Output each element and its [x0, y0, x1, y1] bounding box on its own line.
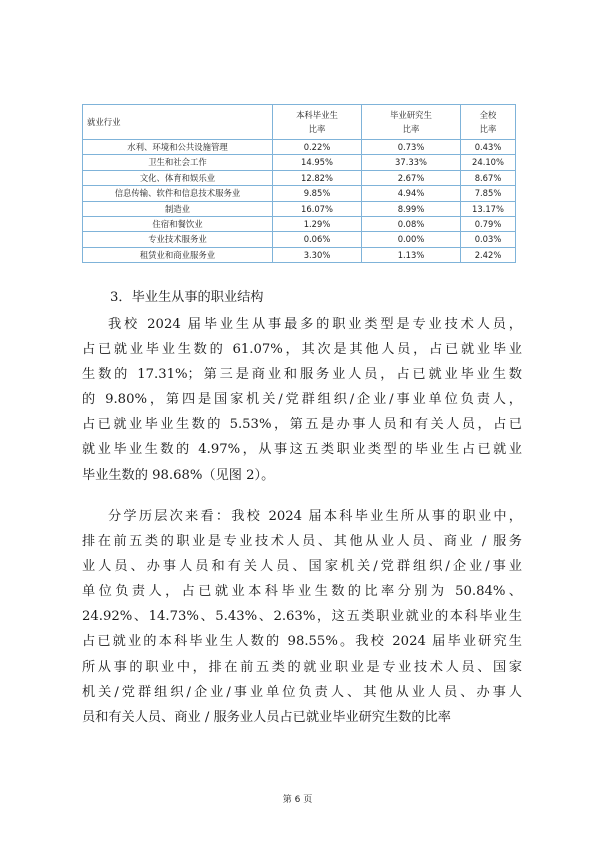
- table-row: [83, 247, 516, 262]
- ratio-cell: 0.03%: [461, 232, 516, 247]
- ratio-cell: 0.06%: [273, 232, 362, 247]
- ratio-cell: 0.22%: [273, 140, 362, 155]
- table-body: [83, 140, 516, 263]
- ratio-cell: 2.67%: [362, 170, 461, 185]
- paragraph-line: 就业毕业生数的 4.97%，从事这五类职业类型的毕业生占已就业: [82, 442, 522, 458]
- table-header-text: 比率: [308, 124, 326, 134]
- ratio-cell: 3.30%: [273, 247, 362, 262]
- paragraph-line: 占已就业毕业生数的 5.53%，第五是办事人员和有关人员，占已: [82, 417, 522, 433]
- industry-cell: 信息传输、软件和信息技术服务业: [83, 186, 273, 201]
- table-header-cell: [362, 105, 461, 140]
- industry-cell: 水利、环境和公共设施管理: [83, 140, 273, 155]
- paragraph-line: 毕业生数的 98.68%（见图 2）。: [82, 467, 275, 483]
- industry-cell: 制造业: [83, 201, 273, 216]
- industry-cell: 文化、体育和娱乐业: [83, 170, 273, 185]
- ratio-cell: 8.99%: [362, 201, 461, 216]
- ratio-cell: 24.10%: [461, 155, 516, 170]
- ratio-cell: 9.85%: [273, 186, 362, 201]
- table-row: [83, 232, 516, 247]
- table-header-text: 比率: [402, 124, 420, 134]
- table-row: [83, 186, 516, 201]
- ratio-cell: 8.67%: [461, 170, 516, 185]
- paragraph-line: 24.92%、14.73%、5.43%、2.63%，这五类职业就业的本科毕业生: [82, 609, 522, 625]
- paragraph-line: 员和有关人员、商业 / 服务业人员占已就业毕业研究生数的比率: [82, 709, 451, 725]
- table-row: [83, 217, 516, 232]
- paragraph-line: 机关/党群组织/企业/事业单位负责人、其他从业人员、办事人: [82, 684, 522, 700]
- paragraph-line: 占已就业的本科毕业生人数的 98.55%。我校 2024 届毕业研究生: [82, 634, 522, 650]
- ratio-cell: 0.79%: [461, 217, 516, 232]
- industry-cell: 卫生和社会工作: [83, 155, 273, 170]
- industry-cell: 租赁业和商业服务业: [83, 247, 273, 262]
- industry-cell: 专业技术服务业: [83, 232, 273, 247]
- industry-cell: 住宿和餐饮业: [83, 217, 273, 232]
- ratio-cell: 0.00%: [362, 232, 461, 247]
- paragraph-line: 单位负责人，占已就业本科毕业生数的比率分别为 50.84%、: [82, 584, 522, 600]
- paragraph-occupation-by-degree: [82, 504, 522, 730]
- paragraph-line: 业人员、办事人员和有关人员、国家机关/党群组织/企业/事业: [82, 559, 522, 575]
- table-header: [83, 105, 516, 140]
- paragraph-line: 排在前五类的职业是专业技术人员、其他从业人员、商业 / 服务: [82, 534, 522, 550]
- ratio-cell: 0.43%: [461, 140, 516, 155]
- paragraph-line: 分学历层次来看：我校 2024 届本科毕业生所从事的职业中，: [108, 509, 522, 524]
- paragraph-line: 所从事的职业中，排在前五类的就业职业是专业技术人员、国家: [82, 659, 522, 675]
- ratio-cell: 1.29%: [273, 217, 362, 232]
- paragraph-line: 我校 2024 届毕业生从事最多的职业类型是专业技术人员，: [108, 317, 522, 332]
- table-row: [83, 140, 516, 155]
- ratio-cell: 12.82%: [273, 170, 362, 185]
- table-header-text: 比率: [479, 124, 497, 134]
- industry-ratio-table: [82, 104, 516, 263]
- table-header-text: 全校: [479, 110, 497, 120]
- ratio-cell: 0.08%: [362, 217, 461, 232]
- section-heading: 3．毕业生从事的职业结构: [110, 290, 264, 305]
- paragraph-line: 占已就业毕业生数的 61.07%，其次是其他人员，占已就业毕业: [82, 342, 522, 358]
- table-row: [83, 155, 516, 170]
- table-header-text: 就业行业: [87, 117, 121, 127]
- ratio-cell: 4.94%: [362, 186, 461, 201]
- ratio-cell: 14.95%: [273, 155, 362, 170]
- ratio-cell: 13.17%: [461, 201, 516, 216]
- paragraph-occupation-overall: [82, 312, 522, 488]
- paragraph-line: 的 9.80%，第四是国家机关/党群组织/企业/事业单位负责人，: [82, 392, 522, 408]
- ratio-cell: 1.13%: [362, 247, 461, 262]
- table-header-cell: [461, 105, 516, 140]
- table-header-text: 毕业研究生: [390, 110, 432, 120]
- ratio-cell: 37.33%: [362, 155, 461, 170]
- ratio-cell: 7.85%: [461, 186, 516, 201]
- paragraph-line: 生数的 17.31%；第三是商业和服务业人员，占已就业毕业生数: [82, 367, 522, 383]
- ratio-cell: 16.07%: [273, 201, 362, 216]
- table-row: [83, 170, 516, 185]
- table-header-row: [83, 105, 516, 140]
- ratio-cell: 2.42%: [461, 247, 516, 262]
- table-header-text: 本科毕业生: [296, 110, 338, 120]
- ratio-cell: 0.73%: [362, 140, 461, 155]
- table-header-cell: [83, 105, 273, 140]
- page-number: 第 6 页: [282, 795, 313, 805]
- table-header-cell: [273, 105, 362, 140]
- table-row: [83, 201, 516, 216]
